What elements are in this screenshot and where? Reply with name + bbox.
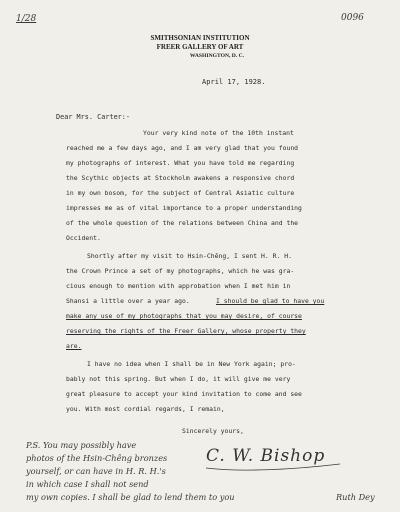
- postscript-line: yourself, or can have in H. R. H.'s: [26, 466, 166, 476]
- paragraph-1-line: Your very kind note of the 10th instant: [143, 129, 294, 137]
- paragraph-1-line: in my own bosom, for the subject of Central Asiatic culture: [66, 189, 295, 197]
- paragraph-3-line: great pleasure to accept your kind invitation to come and see: [66, 390, 302, 398]
- corner-note-right: 0096: [341, 13, 364, 23]
- letter-date: April 17, 1928.: [202, 78, 266, 86]
- paragraph-2-line: Shansi a little over a year ago.: [66, 297, 190, 305]
- paragraph-3-line: I have no idea when I shall be in New York again; pro-: [87, 360, 296, 368]
- paragraph-2-line-underlined: reserving the rights of the Freer Gallery, whose property they: [66, 327, 306, 335]
- letterhead-institution: SMITHSONIAN INSTITUTION: [150, 34, 250, 42]
- corner-note-left: 1/28: [16, 14, 37, 24]
- postscript-line: photos of the Hsin-Chêng bronzes: [26, 453, 168, 463]
- paragraph-1-line: reached me a few days ago, and I am very glad that you found: [66, 144, 299, 152]
- paragraph-2-line-underlined: I should be glad to have you: [216, 297, 325, 305]
- paragraph-2-line-underlined: make any use of my photographs that you may desire, of course: [66, 312, 302, 320]
- postscript-line: my own copies. I shall be glad to lend them to you: [26, 492, 235, 502]
- paragraph-2-line: the Crown Prince a set of my photographs, which he was gra-: [66, 267, 295, 275]
- paragraph-1-line: impresses me as of vital importance to a proper understanding: [66, 204, 302, 212]
- postscript-tail: Ruth Dey: [336, 492, 375, 502]
- letterhead-city: WASHINGTON, D. C.: [189, 53, 245, 59]
- paragraph-2-line-underlined: are.: [66, 342, 82, 350]
- closing: Sincerely yours,: [182, 427, 244, 435]
- paragraph-2-line: Shortly after my visit to Hsin-Chêng, I sent H. R. H.: [87, 252, 292, 260]
- paragraph-1-line: of the whole question of the relations between China and the: [66, 219, 299, 227]
- letterhead: [60, 34, 340, 60]
- postscript-line: in which case I shall not send: [26, 479, 149, 489]
- paragraph-1-line: the Scythic objects at Stockholm awakens a responsive chord: [66, 174, 295, 182]
- paragraph-3-line: you. With most cordial regards, I remain,: [66, 405, 225, 413]
- paragraph-3-line: bably not this spring. But when I do, it will give me very: [66, 375, 291, 383]
- letterhead-gallery: FREER GALLERY OF ART: [156, 43, 244, 51]
- salutation: Dear Mrs. Carter:-: [56, 113, 131, 121]
- handwritten-signature: C. W. Bishop: [206, 446, 326, 466]
- paragraph-1-line: my photographs of interest. What you have told me regarding: [66, 159, 295, 167]
- paragraph-1-line: Occident.: [66, 234, 101, 242]
- postscript-line: P.S. You may possibly have: [26, 440, 137, 450]
- paragraph-2-line: cious enough to mention with approbation when I met him in: [66, 282, 291, 290]
